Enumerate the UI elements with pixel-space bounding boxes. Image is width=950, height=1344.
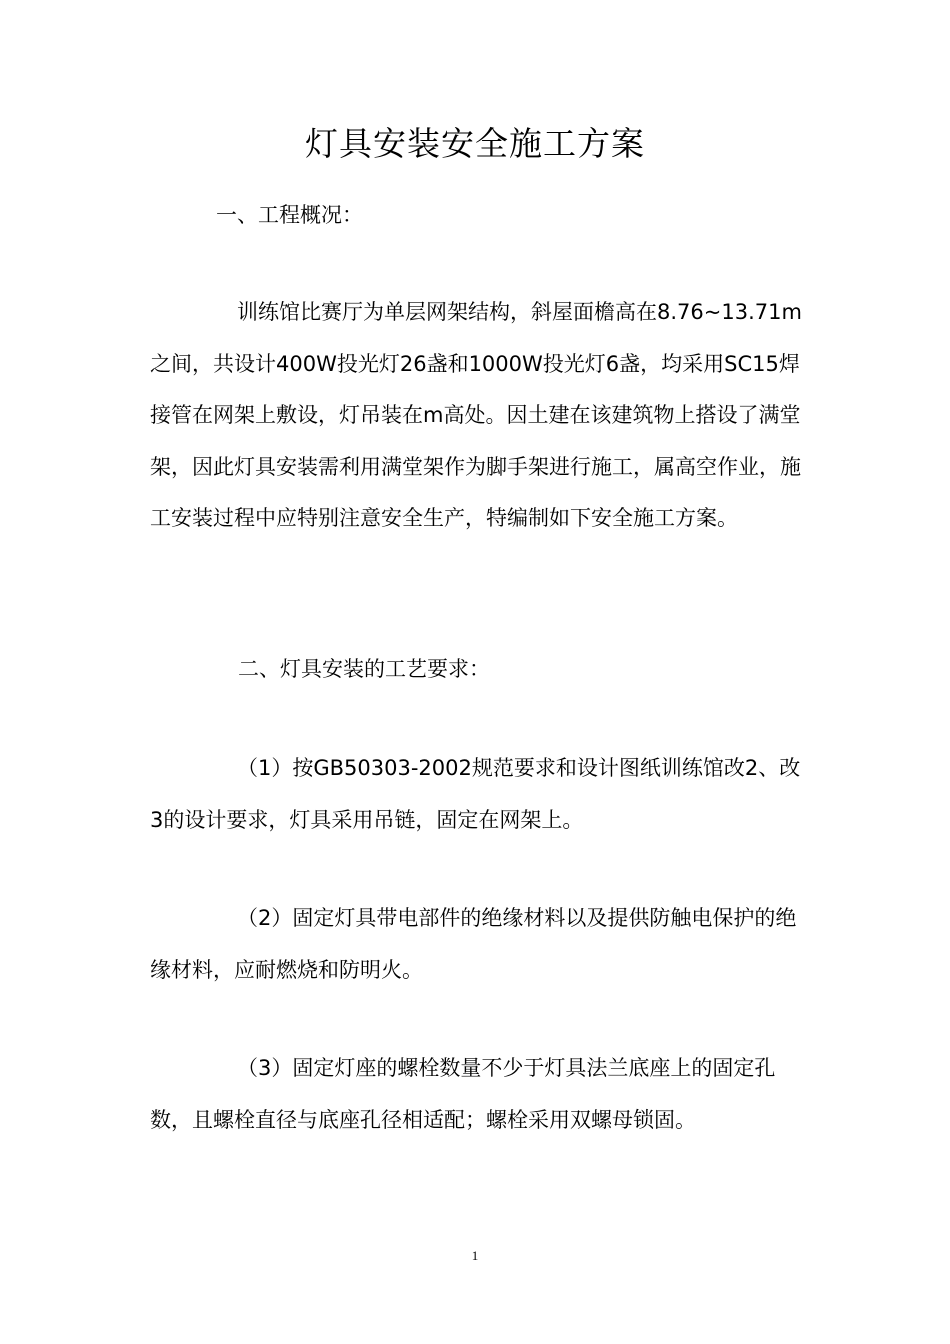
section-1-paragraph: 训练馆比赛厅为单层网架结构，斜屋面檐高在8.76~13.71m之间，共设计400W投光灯26盏和1000W投光灯6盏，均采用SC15焊接管在网架上敷设，灯吊装在m高处。因土建在该建筑物上搭设了满堂架，因此灯具安装需利用满堂架作为脚手架进行施工，属高空作业，施工安装过程中应特别注意安全生产，特编制如下安全施工方案。 [150,300,802,530]
section-2-heading: 二、灯具安装的工艺要求： [238,657,490,681]
requirement-item-3: （3）固定灯座的螺栓数量不少于灯具法兰底座上的固定孔数，且螺栓直径与底座孔径相适配；螺栓采用双螺母锁固。 [150,1056,776,1132]
section-1-heading: 一、工程概况： [216,203,363,227]
requirement-item-2: （2）固定灯具带电部件的绝缘材料以及提供防触电保护的绝缘材料，应耐燃烧和防明火。 [150,906,797,982]
requirement-item-1: （1）按GB50303-2002规范要求和设计图纸训练馆改2、改3的设计要求，灯具采用吊链，固定在网架上。 [150,756,801,832]
page-number: 1 [471,1248,479,1263]
document-title: 灯具安装安全施工方案 [305,124,645,163]
